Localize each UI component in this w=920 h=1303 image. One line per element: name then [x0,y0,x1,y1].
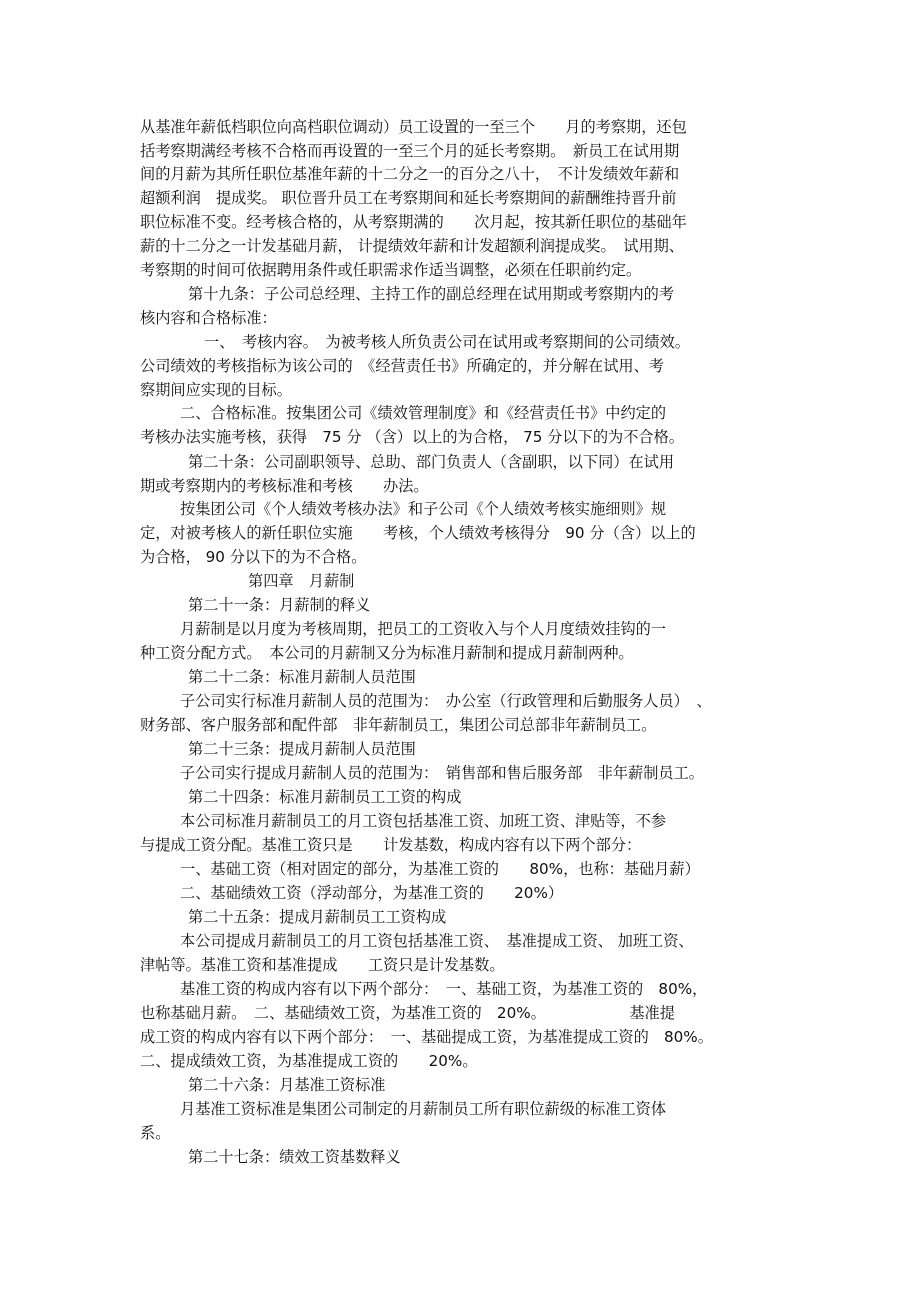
text-line: 本公司标准月薪制员工的月工资包括基准工资、加班工资、津贴等，不参 [180,812,666,830]
text-line: 定，对被考核人的新任职位实施 考核，个人绩效考核得分 90 分（含）以上的 [140,524,696,542]
text-line: 子公司实行标准月薪制人员的范围为： 办公室（行政管理和后勤服务人员） 、 [180,692,712,710]
text-line: 为合格， 90 分以下的为不合格。 [140,548,367,566]
text-line: 公司绩效的考核指标为该公司的 《经营责任书》所确定的，并分解在试用、考 [140,357,664,375]
text-line: 期或考察期内的考核标准和考核 办法。 [140,477,429,495]
text-line: 基准工资的构成内容有以下两个部分： 一、基础工资，为基准工资的 80%， [180,980,708,998]
article-heading: 第二十条：公司副职领导、总助、部门负责人（含副职，以下同）在试用 [188,453,674,471]
text-line: 种工资分配方式。 本公司的月薪制又分为标准月薪制和提成月薪制两种。 [140,644,634,662]
article-heading: 第二十七条：绩效工资基数释义 [188,1148,401,1166]
text-line: 也称基础月薪。 二、基础绩效工资，为基准工资的 20%。 基准提 [140,1004,675,1022]
chapter-heading: 第四章 月薪制 [248,572,355,590]
text-line: 月基准工资标准是集团公司制定的月薪制员工所有职位薪级的标准工资体 [180,1100,666,1118]
article-heading: 第二十五条：提成月薪制员工工资构成 [188,908,447,926]
article-heading: 第二十一条：月薪制的释义 [188,596,371,614]
text-line: 月薪制是以月度为考核周期，把员工的工资收入与个人月度绩效挂钩的一 [180,620,666,638]
article-heading: 第二十六条：月基准工资标准 [188,1076,386,1094]
text-line: 超额利润 提成奖。 职位晋升员工在考察期间和延长考察期间的薪酬维持晋升前 [140,189,677,207]
text-line: 一、基础工资（相对固定的部分，为基准工资的 80%，也称：基础月薪） [180,860,700,878]
text-line: 从基准年薪低档职位向高档职位调动）员工设置的一至三个 月的考察期，还包 [140,118,687,136]
text-line: 一、 考核内容。 为被考核人所负责公司在试用或考察期间的公司绩效。 [204,333,690,351]
text-line: 按集团公司《个人绩效考核办法》和子公司《个人绩效考核实施细则》规 [180,500,666,518]
article-heading: 第二十二条：标准月薪制人员范围 [188,668,416,686]
article-heading: 第十九条：子公司总经理、主持工作的副总经理在试用期或考察期内的考 [188,285,674,303]
text-line: 核内容和合格标准： [140,309,277,327]
text-line: 二、合格标准。按集团公司《绩效管理制度》和《经营责任书》中约定的 [180,404,666,422]
article-heading: 第二十四条：标准月薪制员工工资的构成 [188,788,462,806]
text-line: 二、基础绩效工资（浮动部分，为基准工资的 20%） [180,884,564,902]
text-line: 津帖等。基准工资和基准提成 工资只是计发基数。 [140,956,505,974]
text-line: 本公司提成月薪制员工的月工资包括基准工资、 基准提成工资、 加班工资、 [180,932,694,950]
text-line: 考核办法实施考核，获得 75 分 （含）以上的为合格， 75 分以下的为不合格。 [140,428,684,446]
text-line: 子公司实行提成月薪制人员的范围为： 销售部和售后服务部 非年薪制员工。 [180,764,704,782]
text-line: 括考察期满经考核不合格而再设置的一至三个月的延长考察期。 新员工在试用期 [140,142,680,160]
text-line: 成工资的构成内容有以下两个部分： 一、基础提成工资，为基准提成工资的 80%。 [140,1028,713,1046]
text-line: 与提成工资分配。基准工资只是 计发基数，构成内容有以下两个部分： [140,836,642,854]
text-line: 察期间应实现的目标。 [140,381,292,399]
text-line: 系。 [140,1124,171,1142]
text-line: 财务部、客户服务部和配件部 非年薪制员工，集团公司总部非年薪制员工。 [140,716,657,734]
text-line: 二、提成绩效工资，为基准提成工资的 20%。 [140,1052,478,1070]
text-line: 职位标准不变。经考核合格的，从考察期满的 次月起，按其新任职位的基础年 [140,213,687,231]
text-line: 考察期的时间可依据聘用条件或任职需求作适当调整，必须在任职前约定。 [140,261,642,279]
text-line: 间的月薪为其所任职位基准年薪的十二分之一的百分之八十， 不计发绩效年薪和 [140,165,680,183]
text-line: 薪的十二分之一计发基础月薪， 计提绩效年薪和计发超额利润提成奖。 试用期、 [140,237,684,255]
article-heading: 第二十三条：提成月薪制人员范围 [188,740,416,758]
